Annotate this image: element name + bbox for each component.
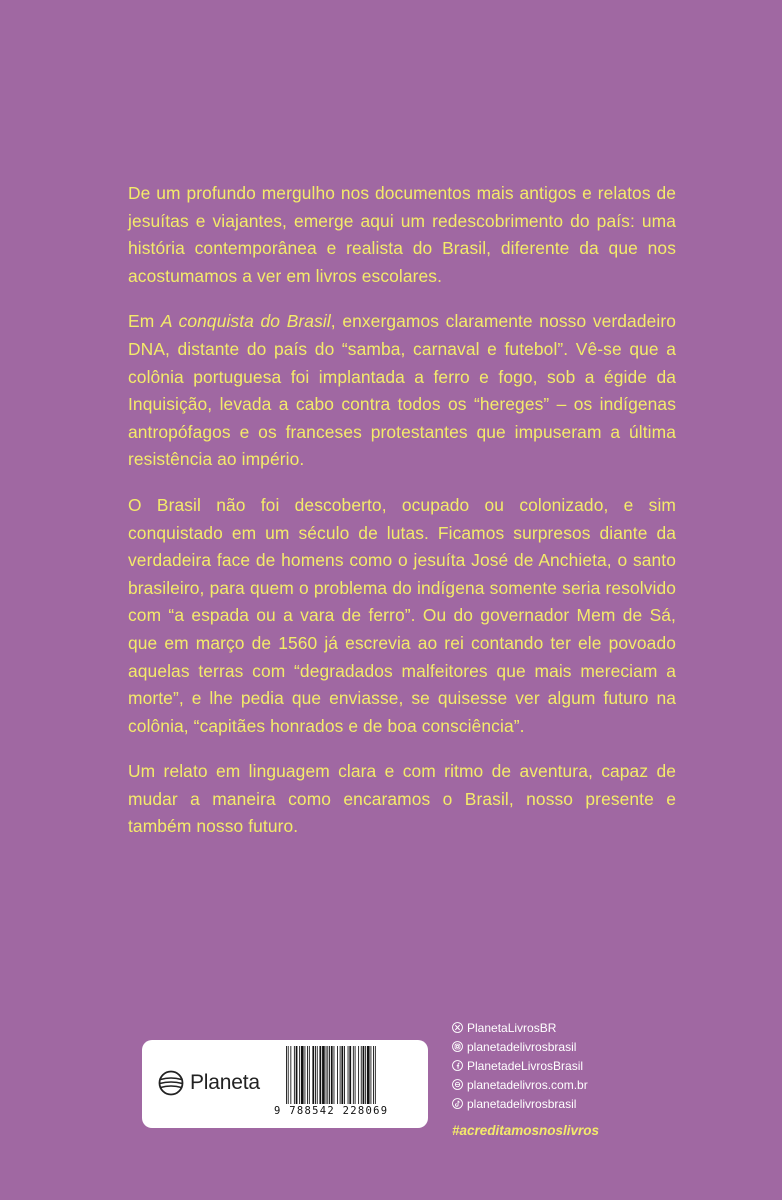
social-facebook[interactable] bbox=[452, 1056, 599, 1075]
synopsis-paragraph-1: De um profundo mergulho nos documentos mais antigos e relatos de jesuítas e viajantes, emerge aqui um redescobrimento do país: uma história contemporânea e realista do Brasil, diferente da que nos acostumamos a ver em livros escolares. bbox=[128, 183, 676, 286]
x-logo-icon bbox=[452, 1022, 463, 1033]
hashtag: #acreditamosnoslivros bbox=[452, 1123, 600, 1138]
synopsis-p2-prefix: Em bbox=[128, 311, 161, 332]
book-title-italic: A conquista do Brasil bbox=[160, 311, 331, 332]
social-tiktok[interactable] bbox=[452, 1094, 599, 1113]
social-x-handle: PlanetaLivrosBR bbox=[467, 1020, 557, 1035]
social-x[interactable] bbox=[452, 1018, 599, 1037]
social-tiktok-handle: planetadelivrosbrasil bbox=[467, 1096, 577, 1111]
synopsis-text bbox=[128, 180, 676, 859]
synopsis-paragraph-4: Um relato em linguagem clara e com ritmo de aventura, capaz de mudar a maneira como encaramos o Brasil, nosso presente e também nosso futuro. bbox=[128, 761, 676, 837]
social-instagram-handle: planetadelivrosbrasil bbox=[467, 1039, 577, 1054]
synopsis-paragraph-2 bbox=[128, 308, 676, 474]
social-website-url: planetadelivros.com.br bbox=[467, 1077, 588, 1092]
barcode-bars bbox=[286, 1046, 418, 1104]
social-links bbox=[452, 1018, 599, 1138]
social-website[interactable] bbox=[452, 1075, 599, 1094]
social-facebook-handle: PlanetadeLivrosBrasil bbox=[467, 1058, 584, 1073]
planeta-globe-icon bbox=[158, 1070, 184, 1096]
instagram-icon bbox=[452, 1041, 463, 1052]
synopsis-paragraph-3: O Brasil não foi descoberto, ocupado ou colonizado, e sim conquistado em um século de lutas. Ficamos surpresos diante da verdadeira face de homens como o jesuíta José de Anchieta, o santo brasileiro, para quem o problema do indígena somente seria resolvido com “a espada ou a vara de ferro”. Ou do governador Mem de Sá, que em março de 1560 já escrevia ao rei contando ter ele povoado aquelas terras com “degradados malfeitores que mais mereciam a morte”, e lhe pedia que enviasse, se quisesse ver algum futuro na colônia, “capitães honrados e de boa consciência”. bbox=[128, 494, 676, 736]
isbn-number: 9 788542 228069 bbox=[274, 1105, 389, 1117]
website-icon bbox=[452, 1079, 463, 1090]
social-instagram[interactable] bbox=[452, 1037, 599, 1056]
publisher-logo bbox=[158, 1070, 260, 1096]
synopsis-p2-rest: , enxergamos claramente nosso verdadeiro DNA, distante do país do “samba, carnaval e futebol”. Vê-se que a colônia portuguesa foi implantada a ferro e fogo, sob a égide da Inquisição, levada a cabo contra todos os “hereges” – os indígenas antropófagos e os franceses protestantes que impuseram a última resistência ao império. bbox=[128, 311, 677, 470]
isbn-barcode bbox=[274, 1044, 422, 1124]
tiktok-icon bbox=[452, 1098, 463, 1109]
barcode-card bbox=[142, 1040, 428, 1128]
facebook-icon bbox=[452, 1060, 463, 1071]
publisher-name: Planeta bbox=[190, 1071, 260, 1094]
